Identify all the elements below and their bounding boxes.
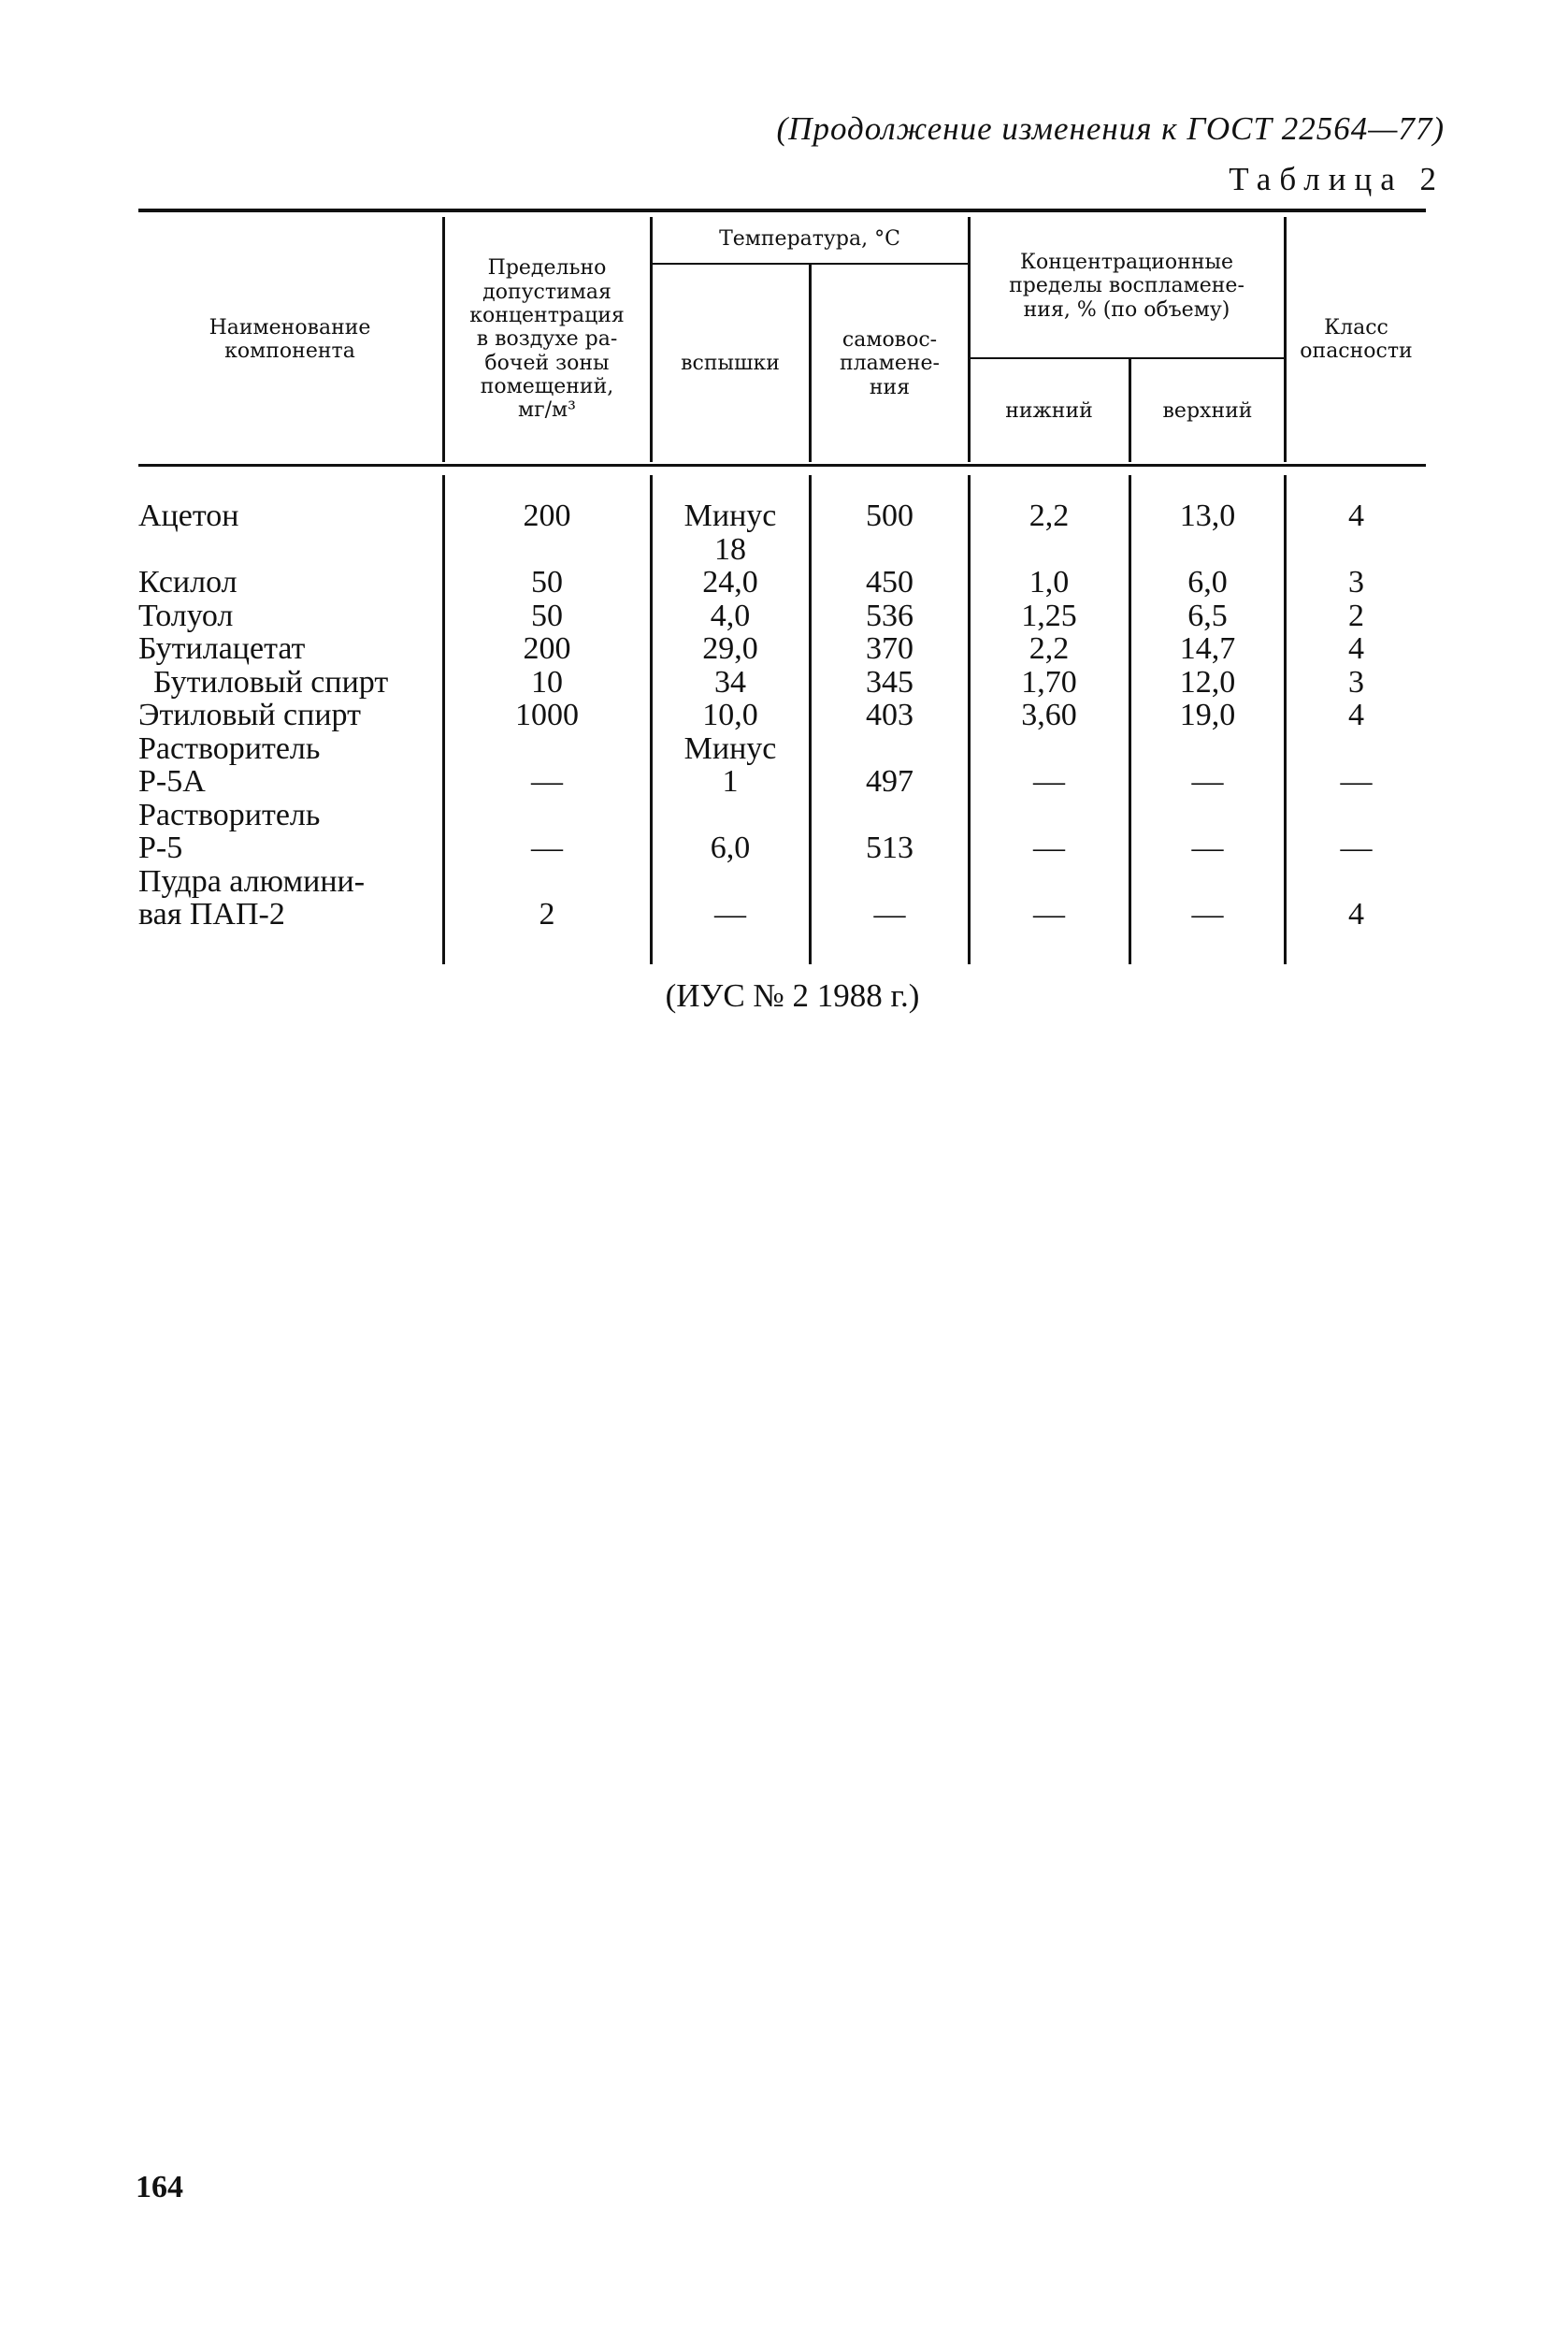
table-cell <box>1287 732 1426 766</box>
table-cell: 12,0 <box>1179 664 1236 700</box>
table-cell: Растворитель <box>138 797 321 832</box>
table-cell <box>812 865 968 899</box>
table-cell: 1,70 <box>1021 664 1077 700</box>
table-cell: 500 <box>866 499 913 533</box>
table-cell: 6,0 <box>1187 565 1228 600</box>
table-cell <box>445 865 649 899</box>
table-cell: 3 <box>1348 565 1364 600</box>
table-cell: — <box>1033 831 1065 865</box>
table-label: Таблица 2 <box>1229 161 1445 197</box>
table-cell: Р-5А <box>138 764 206 799</box>
table-cell <box>445 799 649 832</box>
table-cell <box>970 732 1129 766</box>
table-cell <box>970 533 1129 567</box>
table-cell: Бутилацетат <box>138 631 306 666</box>
column-mac <box>445 499 649 932</box>
header-mac: Предельно допустимая концентрация в воздухе ра- бочей зоны помещений, мг/м³ <box>469 256 625 423</box>
table-cell <box>1287 865 1426 899</box>
table-cell: 18 <box>714 531 746 567</box>
table-cell <box>1287 533 1426 567</box>
table-cell <box>1131 732 1284 766</box>
table-top-rule <box>138 209 1426 212</box>
table-cell: Толуол <box>138 598 234 633</box>
table-cell <box>970 865 1129 899</box>
table-cell <box>1131 799 1284 832</box>
table-cell: 4 <box>1348 698 1364 732</box>
table-cell: Минус <box>683 730 777 766</box>
table-cell <box>652 865 809 899</box>
table-cell: 450 <box>866 565 913 600</box>
header-lower: нижний <box>1005 398 1093 423</box>
table-cell: 19,0 <box>1179 698 1236 732</box>
table-cell: — <box>1191 897 1224 932</box>
table-cell: Минус <box>683 499 777 533</box>
table-cell <box>445 533 649 567</box>
table-cell: Этиловый спирт <box>138 698 361 732</box>
table-cell: 3,60 <box>1021 698 1077 732</box>
table-cell <box>652 799 809 832</box>
footer-note: (ИУС № 2 1988 г.) <box>665 977 920 1014</box>
column-hazard-class <box>1287 499 1426 932</box>
table-cell: — <box>531 764 563 799</box>
table-cell <box>1131 533 1284 567</box>
table-cell: — <box>714 897 746 932</box>
table-cell <box>970 799 1129 832</box>
table-cell: 4 <box>1348 897 1364 932</box>
table-cell <box>445 732 649 766</box>
table-cell: 4 <box>1348 499 1364 533</box>
table-cell: Р-5 <box>138 831 183 865</box>
header-autoignition: самовос- пламене- ния <box>839 328 940 399</box>
column-autoignition <box>812 499 968 932</box>
table-cell: — <box>1340 764 1373 799</box>
table-cell: 13,0 <box>1179 499 1236 533</box>
table-cell: Бутиловый спирт <box>153 664 389 700</box>
table-cell: 2,2 <box>1029 631 1070 666</box>
table-cell <box>812 533 968 567</box>
table-cell: 200 <box>523 631 571 666</box>
table-header-rule <box>138 464 1426 467</box>
limits-subrule <box>970 357 1284 359</box>
table-cell: 345 <box>866 664 913 700</box>
table-cell: 50 <box>531 598 563 633</box>
table-cell: 10 <box>531 664 563 700</box>
table-cell: — <box>873 897 906 932</box>
column-upper-limit <box>1131 499 1284 932</box>
table-cell: Пудра алюмини- <box>138 863 366 899</box>
table-cell: 1000 <box>515 698 579 732</box>
table-cell: 536 <box>866 598 913 633</box>
table-cell: 497 <box>866 764 913 799</box>
table-cell: 6,5 <box>1187 598 1228 633</box>
table-cell: 1 <box>722 764 739 799</box>
table-cell: 29,0 <box>702 631 758 666</box>
column-lower-limit <box>970 499 1129 932</box>
table-cell: — <box>1033 764 1065 799</box>
table-cell: 3 <box>1348 664 1364 700</box>
table-cell: Ацетон <box>138 499 239 533</box>
table-cell <box>1131 865 1284 899</box>
table-cell: 4,0 <box>710 598 751 633</box>
table-cell: 200 <box>523 499 571 533</box>
table-cell: Растворитель <box>138 730 321 766</box>
column-flash-point <box>652 499 809 932</box>
table-cell: Ксилол <box>138 565 237 600</box>
table-cell: — <box>1191 831 1224 865</box>
table-cell: 403 <box>866 698 913 732</box>
table-cell: 24,0 <box>702 565 758 600</box>
header-limits: Концентрационные пределы воспламене- ния, % (по объему) <box>1009 251 1244 322</box>
table-cell: 6,0 <box>710 831 751 865</box>
table-cell: 34 <box>714 664 746 700</box>
table-cell <box>1287 799 1426 832</box>
table-cell <box>138 533 438 567</box>
table-cell: 14,7 <box>1179 631 1236 666</box>
table-cell: 4 <box>1348 631 1364 666</box>
table-cell: 2 <box>1348 598 1364 633</box>
header-temperature: Температура, °C <box>719 227 900 252</box>
table-cell: — <box>1191 764 1224 799</box>
table-cell: — <box>1033 897 1065 932</box>
table-cell: — <box>531 831 563 865</box>
table-cell: 1,25 <box>1021 598 1077 633</box>
table-cell: 10,0 <box>702 698 758 732</box>
table-cell <box>812 732 968 766</box>
table-cell: 50 <box>531 565 563 600</box>
table-cell: 513 <box>866 831 913 865</box>
continuation-note: (Продолжение изменения к ГОСТ 22564—77) <box>776 110 1445 147</box>
table-cell: 370 <box>866 631 913 666</box>
header-upper: верхний <box>1162 398 1253 423</box>
header-flash: вспышки <box>681 352 780 376</box>
table-cell <box>812 799 968 832</box>
table-cell: — <box>1340 831 1373 865</box>
column-component-name <box>138 499 438 932</box>
header-name: Наименование компонента <box>209 315 371 363</box>
table-cell: 2 <box>539 897 555 932</box>
header-hazard: Класс опасности <box>1300 315 1413 363</box>
page-number: 164 <box>136 2170 183 2204</box>
table-cell: 1,0 <box>1029 565 1070 600</box>
table-cell: 2,2 <box>1029 499 1070 533</box>
table-cell: вая ПАП-2 <box>138 897 285 932</box>
temperature-subrule <box>652 263 968 265</box>
